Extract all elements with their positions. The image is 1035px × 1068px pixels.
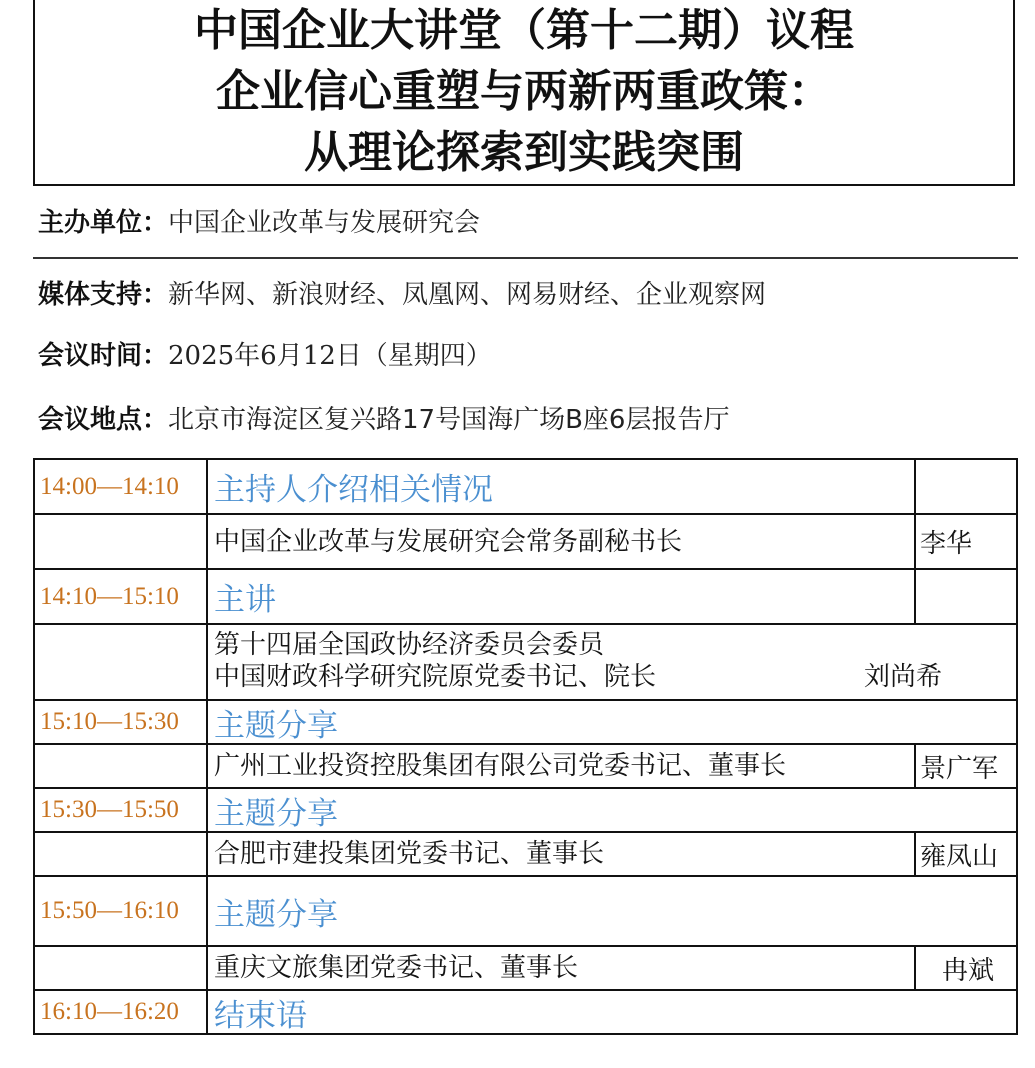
place-value: 北京市海淀区复兴路17号国海广场B座6层报告厅 <box>168 405 730 435</box>
empty-cell <box>35 745 208 789</box>
agenda-table <box>33 458 1018 1035</box>
speaker-name: 刘尚希 <box>864 662 943 692</box>
speaker-title: 第十四届全国政协经济委员会委员 <box>214 630 605 660</box>
empty-cell <box>35 515 208 570</box>
media-label: 媒体支持： <box>38 280 169 310</box>
speaker-title: 重庆文旅集团党委书记、董事长 <box>208 947 916 991</box>
media-info <box>38 278 766 312</box>
speaker-title: 合肥市建投集团党委书记、董事长 <box>208 833 916 877</box>
host-value: 中国企业改革与发展研究会 <box>168 208 481 238</box>
host-info <box>38 206 480 240</box>
session-topic: 主题分享 <box>208 877 1016 947</box>
session-topic: 主题分享 <box>208 789 1016 833</box>
time-info <box>38 339 492 373</box>
speaker-title: 广州工业投资控股集团有限公司党委书记、董事长 <box>208 745 916 789</box>
speaker-name: 景广军 <box>916 745 1016 789</box>
speaker-name: 李华 <box>916 515 1016 570</box>
empty-cell <box>916 570 1016 625</box>
speaker-name: 冉斌 <box>916 947 1016 991</box>
empty-cell <box>35 833 208 877</box>
page-title: 中国企业大讲堂（第十二期）议程 <box>194 5 854 56</box>
page-subtitle-line-2: 从理论探索到实践突围 <box>304 127 744 178</box>
media-value: 新华网、新浪财经、凤凰网、网易财经、企业观察网 <box>168 280 767 310</box>
session-time: 14:00—14:10 <box>35 460 208 515</box>
session-topic: 主讲 <box>208 570 916 625</box>
title-box <box>33 0 1015 186</box>
session-time: 14:10—15:10 <box>35 570 208 625</box>
session-topic: 主持人介绍相关情况 <box>208 460 916 515</box>
empty-cell <box>916 460 1016 515</box>
session-time: 15:30—15:50 <box>35 789 208 833</box>
speaker-row <box>208 625 1016 701</box>
host-label: 主办单位： <box>38 208 169 238</box>
time-label: 会议时间： <box>38 341 169 371</box>
place-info <box>38 403 729 437</box>
empty-cell <box>35 947 208 991</box>
session-time: 15:10—15:30 <box>35 701 208 745</box>
speaker-title: 中国企业改革与发展研究会常务副秘书长 <box>208 515 916 570</box>
session-time: 15:50—16:10 <box>35 877 208 947</box>
divider <box>33 257 1018 259</box>
page-subtitle-line-1: 企业信心重塑与两新两重政策： <box>216 66 832 117</box>
session-topic: 主题分享 <box>208 701 1016 745</box>
time-value: 2025年6月12日（星期四） <box>168 341 492 371</box>
session-time: 16:10—16:20 <box>35 991 208 1033</box>
empty-cell <box>35 625 208 701</box>
place-label: 会议地点： <box>38 405 169 435</box>
speaker-title: 中国财政科学研究院原党委书记、院长 <box>214 662 657 692</box>
speaker-name: 雍凤山 <box>916 833 1016 877</box>
session-topic: 结束语 <box>214 997 307 1034</box>
